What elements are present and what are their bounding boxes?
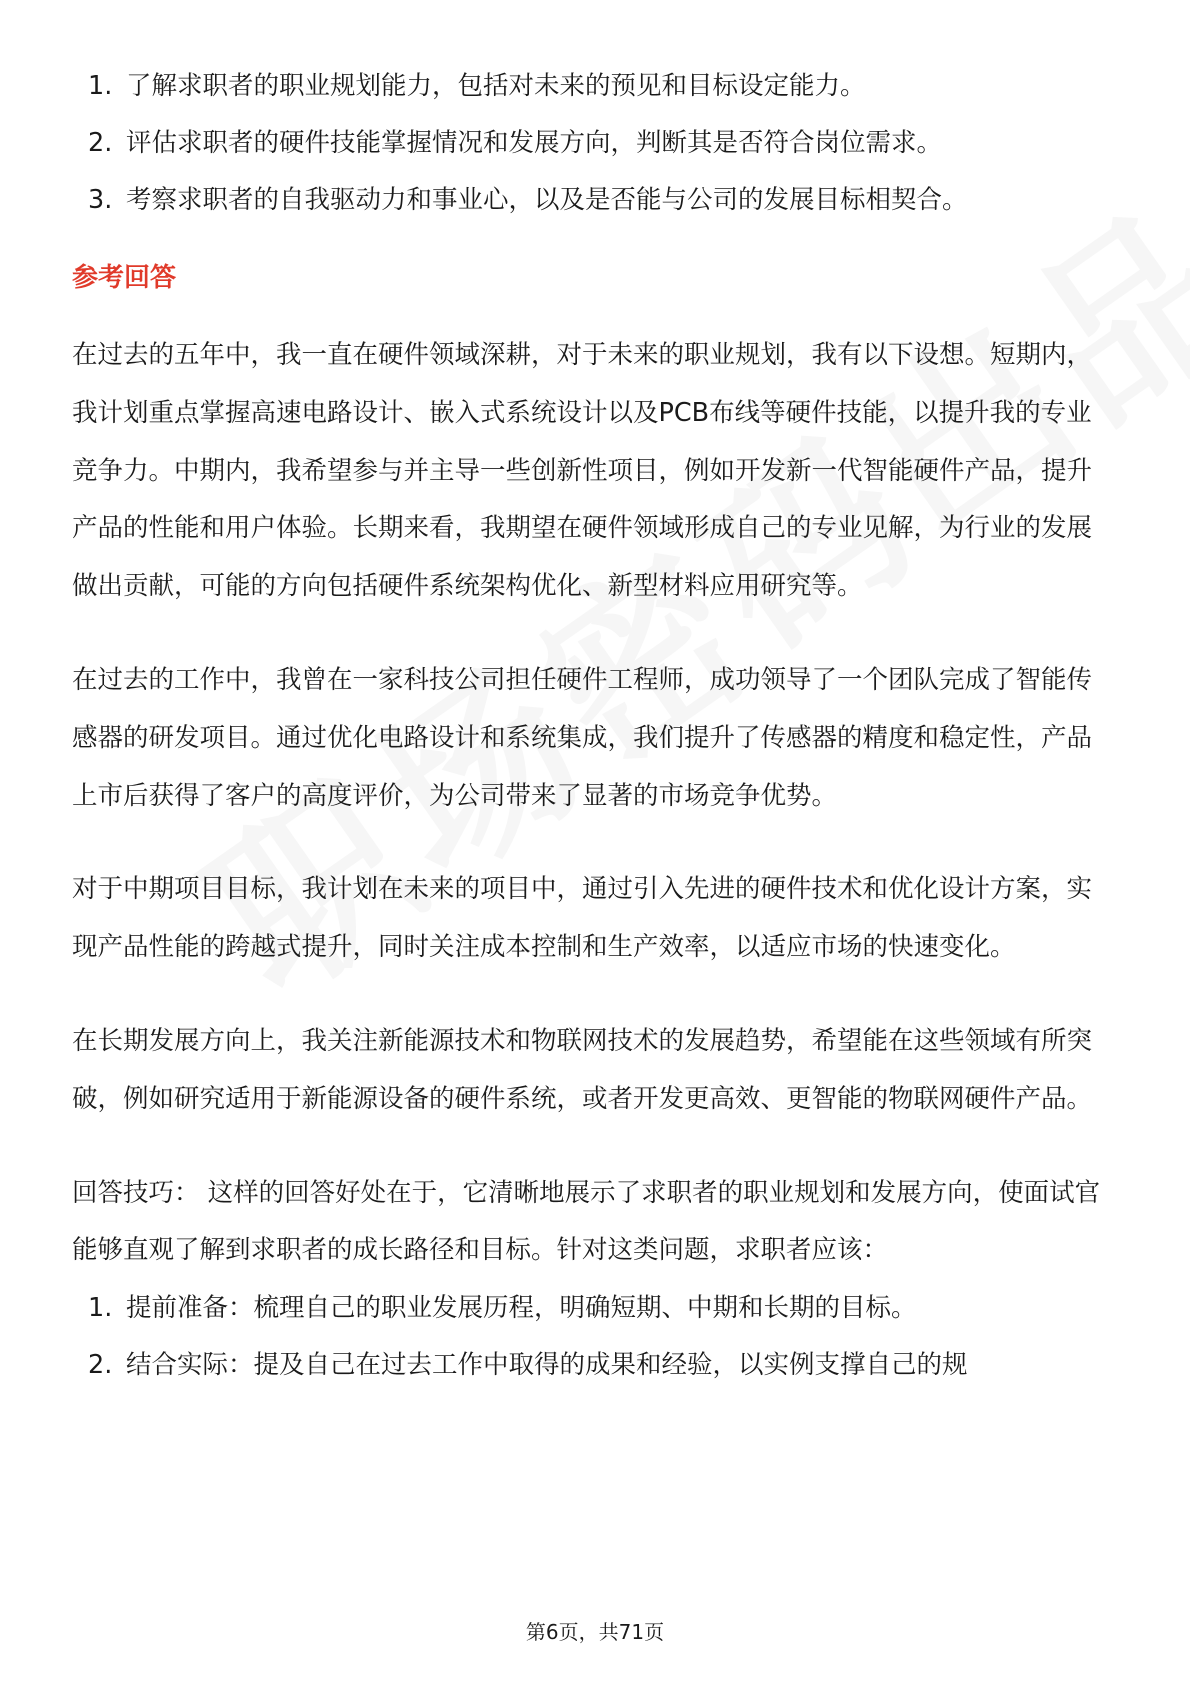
tips-list	[72, 1280, 1117, 1394]
evaluation-points-list	[72, 58, 1117, 229]
list-item-number: 3.	[88, 185, 113, 215]
list-item-number: 1.	[88, 71, 113, 101]
section-title-reference-answer: 参考回答	[72, 263, 177, 293]
answer-paragraph: 对于中期项目目标，我计划在未来的项目中，通过引入先进的硬件技术和优化设计方案，实现产品性能的跨越式提升，同时关注成本控制和生产效率，以适应市场的快速变化。	[72, 874, 1093, 963]
list-item	[72, 1280, 1117, 1337]
list-item-text: 了解求职者的职业规划能力，包括对未来的预见和目标设定能力。	[126, 71, 866, 101]
list-item-text: 结合实际：提及自己在过去工作中取得的成果和经验，以实例支撑自己的规	[126, 1350, 968, 1381]
list-item-number: 1.	[88, 1293, 113, 1324]
list-item-number: 2.	[88, 128, 113, 158]
list-item	[72, 115, 1117, 172]
list-item-text: 考察求职者的自我驱动力和事业心，以及是否能与公司的发展目标相契合。	[126, 185, 968, 215]
list-item	[72, 58, 1117, 115]
list-item	[72, 1337, 1117, 1394]
page-content	[72, 58, 1117, 1394]
list-item-text: 评估求职者的硬件技能掌握情况和发展方向，判断其是否符合岗位需求。	[126, 128, 943, 158]
page-number-footer: 第6页，共71页	[525, 1620, 665, 1644]
list-item-number: 2.	[88, 1350, 113, 1381]
list-item-text: 提前准备：梳理自己的职业发展历程，明确短期、中期和长期的目标。	[126, 1293, 917, 1324]
answer-paragraph: 在过去的五年中，我一直在硬件领域深耕，对于未来的职业规划，我有以下设想。短期内，我计划重点掌握高速电路设计、嵌入式系统设计以及PCB布线等硬件技能，以提升我的专业竞争力。中期内，我希望参与并主导一些创新性项目，例如开发新一代智能硬件产品，提升产品的性能和用户体验。长期来看，我期望在硬件领域形成自己的专业见解，为行业的发展做出贡献，可能的方向包括硬件系统架构优化、新型材料应用研究等。	[72, 340, 1093, 602]
list-item	[72, 172, 1117, 229]
answer-tips-paragraph: 回答技巧： 这样的回答好处在于，它清晰地展示了求职者的职业规划和发展方向，使面试官能够直观了解到求职者的成长路径和目标。针对这类问题，求职者应该：	[72, 1177, 1101, 1266]
answer-paragraph: 在过去的工作中，我曾在一家科技公司担任硬件工程师，成功领导了一个团队完成了智能传感器的研发项目。通过优化电路设计和系统集成，我们提升了传感器的精度和稳定性，产品上市后获得了客户的高度评价，为公司带来了显著的市场竞争优势。	[72, 664, 1093, 811]
answer-paragraph: 在长期发展方向上，我关注新能源技术和物联网技术的发展趋势，希望能在这些领域有所突破，例如研究适用于新能源设备的硬件系统，或者开发更高效、更智能的物联网硬件产品。	[72, 1025, 1093, 1114]
